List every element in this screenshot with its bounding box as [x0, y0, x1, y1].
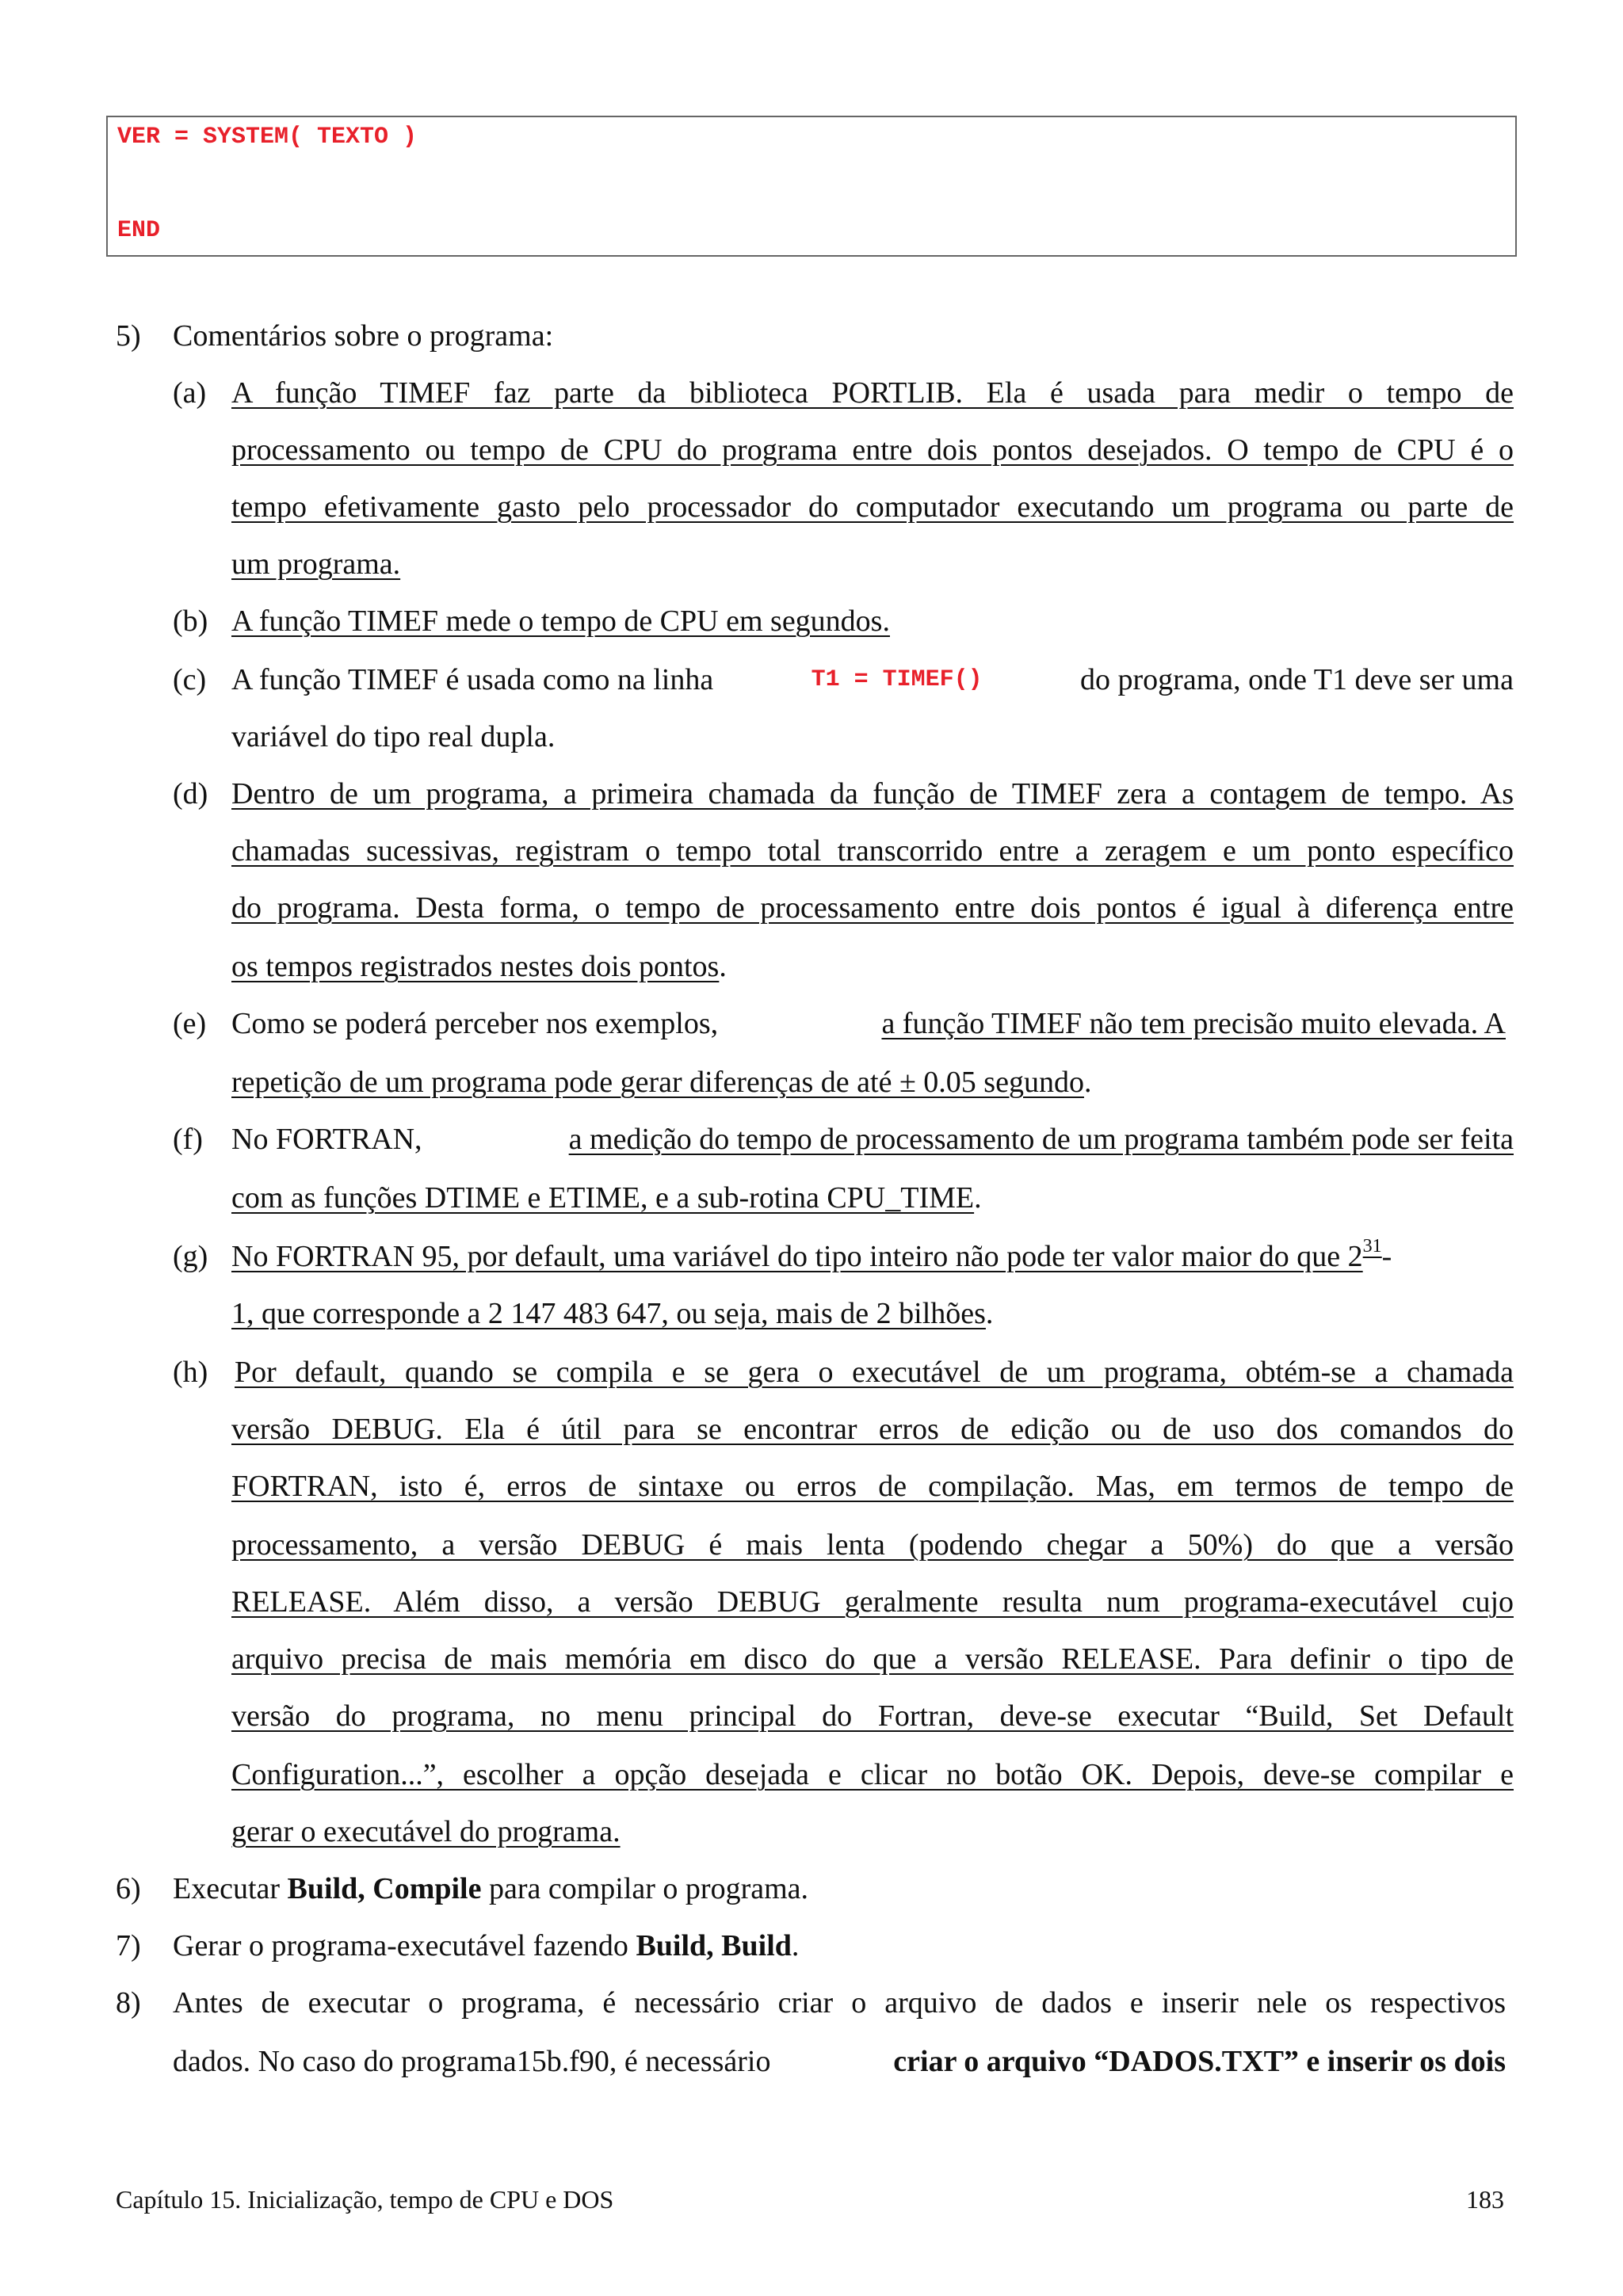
item-d-line [231, 948, 727, 986]
section-6-number: 6) [116, 1872, 141, 1905]
item-f-text: No FORTRAN, [231, 1123, 430, 1156]
section-7-text [173, 1927, 799, 1965]
item-a-line: processamento ou tempo de CPU do programa entre dois pontos desejados. O tempo de CPU é o [231, 433, 1514, 467]
section-6-text [173, 1870, 808, 1908]
item-h-line: versão do programa, no menu principal do Fortran, deve-se executar “Build, Set Default [231, 1699, 1514, 1733]
item-c-text: A função TIMEF é usada como na linha [231, 663, 721, 696]
item-e-text: Como se poderá perceber nos exemplos, [231, 1007, 726, 1040]
item-a-line: tempo efetivamente gasto pelo processador do computador executando um programa ou parte de [231, 490, 1514, 524]
item-g-dash: - [1381, 1240, 1392, 1273]
item-g-text: No FORTRAN 95, por default, uma variável do tipo inteiro não pode ter valor maior do que 2 [231, 1240, 1363, 1273]
item-b-line: A função TIMEF mede o tempo de CPU em segundos. [231, 605, 890, 638]
section-8-line [173, 2042, 1506, 2081]
item-c-label: (c) [173, 663, 207, 696]
item-e-text: repetição de um programa pode gerar diferenças de até ± 0.05 segundo [231, 1066, 1084, 1099]
item-h-line: RELEASE. Além disso, a versão DEBUG geralmente resulta num programa-executável cujo [231, 1585, 1514, 1619]
item-e-label: (e) [173, 1007, 207, 1040]
footer-page-number: 183 [1466, 2185, 1504, 2214]
section-5-title: Comentários sobre o programa: [173, 319, 554, 353]
section-8-number: 8) [116, 1986, 141, 2019]
item-f-period: . [974, 1181, 982, 1215]
item-f-label: (f) [173, 1123, 203, 1156]
item-g-line [231, 1238, 1392, 1276]
item-c-text: do programa, onde T1 deve ser uma [1072, 663, 1514, 696]
code-line: END [117, 217, 161, 244]
item-a-label: (a) [173, 376, 207, 410]
item-d-line: do programa. Desta forma, o tempo de processamento entre dois pontos é igual à diferença entre [231, 891, 1514, 925]
item-e-line [231, 1005, 1506, 1043]
item-h-line: Por default, quando se compila e se gera o executável de um programa, obtém-se a chamada [235, 1356, 1514, 1389]
section-8-line: Antes de executar o programa, é necessário criar o arquivo de dados e inserir nele os respectivos [173, 1986, 1506, 2019]
item-g-line [231, 1295, 993, 1333]
item-g-label: (g) [173, 1240, 208, 1273]
footer-chapter: Capítulo 15. Inicialização, tempo de CPU e DOS [116, 2185, 614, 2214]
section-7-number: 7) [116, 1929, 141, 1962]
item-h-line: processamento, a versão DEBUG é mais lenta (podendo chegar a 50%) do que a versão [231, 1528, 1514, 1562]
section-8-text: dados. No caso do programa15b.f90, é necessário [173, 2045, 778, 2078]
item-h-label: (h) [173, 1356, 208, 1389]
section-7-text-pre: Gerar o programa-executável fazendo [173, 1929, 636, 1962]
item-h-line: Configuration...”, escolher a opção desejada e clicar no botão OK. Depois, deve-se compilar e [231, 1758, 1514, 1791]
item-f-line [231, 1179, 982, 1217]
section-6-text-post: para compilar o programa. [481, 1872, 809, 1905]
item-d-text: os tempos registrados nestes dois pontos [231, 950, 720, 983]
item-d-period: . [719, 950, 727, 983]
item-g-superscript: 31 [1362, 1236, 1382, 1257]
item-h-line: arquivo precisa de mais memória em disco do que a versão RELEASE. Para definir o tipo de [231, 1642, 1514, 1676]
item-h-line: versão DEBUG. Ela é útil para se encontrar erros de edição ou de uso dos comandos do [231, 1413, 1514, 1446]
item-g-period: . [985, 1297, 994, 1330]
item-e-period: . [1083, 1066, 1092, 1099]
section-6-bold: Build, Compile [287, 1872, 482, 1905]
item-c-line [231, 661, 1514, 699]
section-7-bold: Build, Build [636, 1929, 792, 1962]
section-6-text-pre: Executar [173, 1872, 288, 1905]
item-b-label: (b) [173, 605, 208, 638]
item-d-line: Dentro de um programa, a primeira chamada da função de TIMEF zera a contagem de tempo. As [231, 777, 1514, 810]
item-c-line: variável do tipo real dupla. [231, 720, 556, 753]
item-a-line: A função TIMEF faz parte da biblioteca PORTLIB. Ela é usada para medir o tempo de [231, 376, 1514, 410]
item-f-line [231, 1120, 1514, 1158]
section-7-text-post: . [791, 1929, 800, 1962]
item-g-text: 1, que corresponde a 2 147 483 647, ou seja, mais de 2 bilhões [231, 1297, 986, 1330]
item-a-line: um programa. [231, 547, 401, 581]
item-f-text: com as funções DTIME e ETIME, e a sub-rotina CPU_TIME [231, 1181, 975, 1215]
code-box [106, 116, 1517, 257]
item-c-code: T1 = TIMEF() [811, 666, 983, 693]
section-5-number: 5) [116, 319, 141, 353]
item-e-line [231, 1063, 1091, 1101]
code-line: VER = SYSTEM( TEXTO ) [117, 124, 418, 151]
item-f-text: a medição do tempo de processamento de um programa também pode ser feita [568, 1123, 1514, 1156]
item-h-line: gerar o executável do programa. [231, 1815, 621, 1848]
item-h-line: FORTRAN, isto é, erros de sintaxe ou erros de compilação. Mas, em termos de tempo de [231, 1470, 1514, 1503]
item-e-text: a função TIMEF não tem precisão muito elevada. A [881, 1007, 1506, 1040]
item-d-label: (d) [173, 777, 208, 810]
item-d-line: chamadas sucessivas, registram o tempo total transcorrido entre a zeragem e um ponto específico [231, 834, 1514, 868]
section-8-bold: criar o arquivo “DADOS.TXT” e inserir os dois [893, 2045, 1506, 2078]
